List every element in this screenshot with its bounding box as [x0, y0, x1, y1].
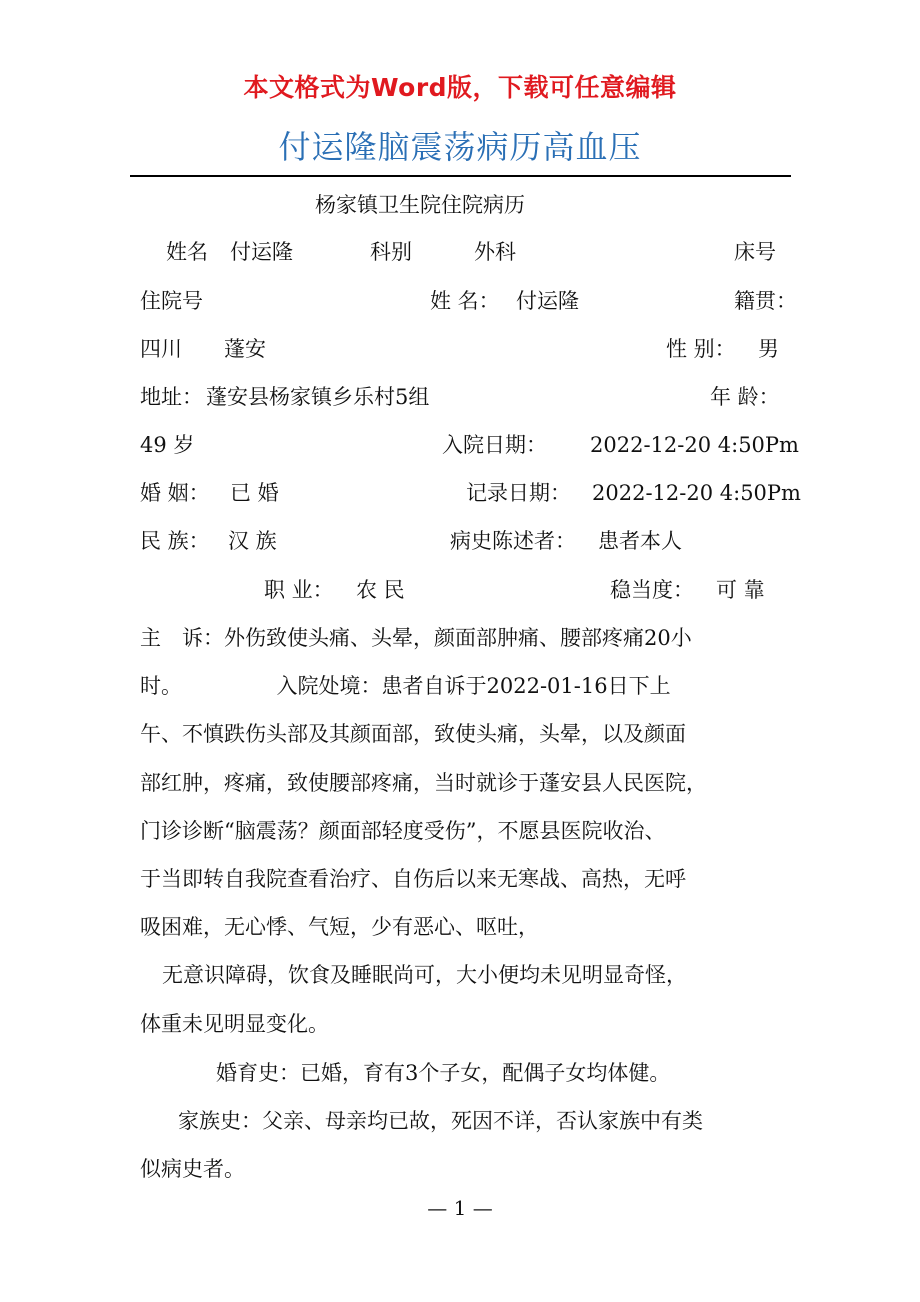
name-label-2: 姓 名：: [430, 289, 500, 313]
marital-value: 已 婚: [230, 481, 279, 505]
row-address-age: [140, 381, 782, 413]
address-label: 地址：: [140, 385, 203, 409]
record-date-value: 2022-12-20 4:50Pm: [592, 481, 801, 505]
word-format-banner: 本文格式为Word版，下载可任意编辑: [243, 73, 677, 102]
gender-value: 男: [758, 337, 779, 361]
row-ethnicity-narrator: [140, 525, 782, 557]
name-label: 姓名: [166, 240, 208, 264]
marriage-history: 婚育史：已婚，育有3个子女，配偶子女均体健。: [216, 1061, 671, 1085]
chief-complaint-line-1: 主 诉：外伤致使头痛、头晕，颜面部肿痛、腰部疼痛20小: [140, 626, 692, 650]
bed-label: 床号: [734, 240, 776, 264]
row-age-admit-date: [140, 429, 799, 461]
ethnicity-label: 民 族：: [140, 529, 210, 553]
narrator-value: 患者本人: [598, 529, 682, 553]
record-date-label: 记录日期：: [466, 481, 571, 505]
dept-label: 科别: [370, 240, 412, 264]
record-heading: 杨家镇卫生院住院病历: [315, 193, 525, 217]
name-value-2: 付运隆: [516, 289, 579, 313]
age-value: 49 岁: [140, 433, 195, 457]
dept-value: 外科: [474, 240, 516, 264]
family-history-line-1: 家族史：父亲、母亲均已故，死因不详，否认家族中有类: [178, 1109, 703, 1133]
ethnicity-value: 汉 族: [228, 529, 277, 553]
history-line-9: 体重未见明显变化。: [140, 1012, 329, 1036]
row-origin-gender: [140, 333, 782, 365]
family-history-line-2: 似病史者。: [140, 1157, 245, 1181]
occupation-value: 农 民: [356, 578, 405, 602]
narrator-label: 病史陈述者：: [450, 529, 576, 553]
marital-label: 婚 姻：: [140, 481, 210, 505]
admit-date-label: 入院日期：: [442, 433, 547, 457]
history-line-3: 午、不慎跌伤头部及其颜面部，致使头痛，头晕，以及颜面: [140, 722, 686, 746]
chief-complaint-line-2: 时。 入院处境：患者自诉于2022-01-16日下上: [140, 674, 671, 698]
admit-date-value: 2022-12-20 4:50Pm: [590, 433, 799, 457]
occupation-label: 职 业：: [264, 578, 334, 602]
history-line-5: 门诊诊断“脑震荡？颜面部轻度受伤”，不愿县医院收治、: [140, 819, 666, 843]
document-title: 付运隆脑震荡病历高血压: [278, 128, 642, 166]
history-line-4: 部红肿，疼痛，致使腰部疼痛，当时就诊于蓬安县人民医院，: [140, 771, 707, 795]
row-name-dept: [140, 236, 782, 268]
history-line-8: 无意识障碍，饮食及睡眠尚可，大小便均未见明显奇怪，: [162, 963, 687, 987]
name-value: 付运隆: [230, 240, 293, 264]
origin-value: 四川 蓬安: [140, 337, 266, 361]
row-admission-no: [140, 285, 797, 317]
gender-label: 性 别：: [666, 337, 736, 361]
reliability-value: 可 靠: [716, 578, 765, 602]
row-marital-record-date: [140, 477, 801, 509]
admission-no-label: 住院号: [140, 289, 203, 313]
history-line-6: 于当即转自我院查看治疗、自伤后以来无寒战、高热，无呼: [140, 867, 686, 891]
row-occupation-reliability: [140, 574, 782, 606]
page-number: — 1 —: [427, 1196, 493, 1220]
address-value: 蓬安县杨家镇乡乐村5组: [206, 385, 430, 409]
age-label: 年 龄：: [710, 385, 780, 409]
history-line-7: 吸困难，无心悸、气短，少有恶心、呕吐，: [140, 915, 539, 939]
title-divider: [130, 175, 791, 177]
reliability-label: 稳当度：: [610, 578, 694, 602]
origin-label: 籍贯：: [734, 289, 797, 313]
